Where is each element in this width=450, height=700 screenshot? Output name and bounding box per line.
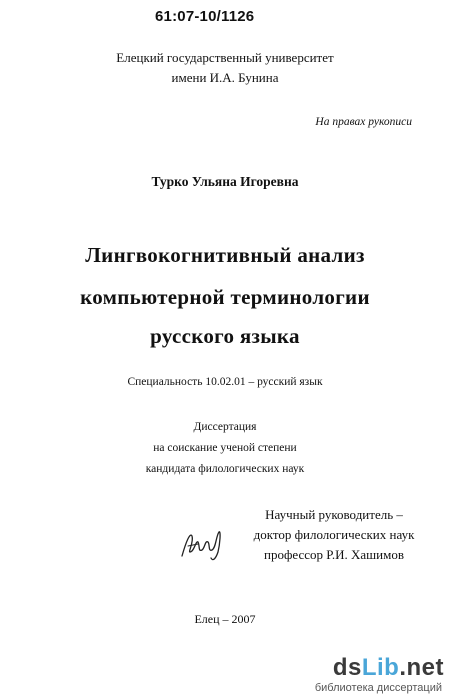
dslib-watermark	[274, 654, 444, 698]
manuscript-rights-note: На правах рукописи	[315, 116, 412, 128]
university-name: Елецкий государственный университет	[116, 50, 334, 65]
dissertation-line-3: кандидата филологических наук	[145, 463, 305, 475]
title-line-3: русского языка	[150, 324, 300, 348]
catalog-number: 61:07-10/1126	[155, 8, 255, 25]
author-name: Турко Ульяна Игоревна	[151, 174, 299, 189]
title-line-1: Лингвокогнитивный анализ	[85, 243, 365, 267]
dslib-logo	[333, 654, 444, 682]
university-name-line2: имени И.А. Бунина	[171, 70, 279, 85]
logo-part-ds: ds	[332, 654, 362, 681]
supervisor-line-1: Научный руководитель –	[265, 507, 403, 522]
handwritten-signature	[178, 522, 228, 564]
city-year-footer: Елец – 2007	[194, 612, 256, 626]
supervisor-line-2: доктор филологических наук	[253, 527, 415, 542]
watermark-subtitle: библиотека диссертаций	[314, 682, 442, 694]
dissertation-line-2: на соискание ученой степени	[153, 442, 297, 454]
logo-part-lib: Lib	[361, 654, 400, 681]
specialty-line: Специальность 10.02.01 – русский язык	[127, 376, 323, 388]
dissertation-line-1: Диссертация	[193, 421, 257, 433]
logo-part-net: .net	[399, 654, 444, 681]
title-line-2: компьютерной терминологии	[80, 285, 370, 309]
supervisor-line-3: профессор Р.И. Хашимов	[264, 547, 404, 562]
